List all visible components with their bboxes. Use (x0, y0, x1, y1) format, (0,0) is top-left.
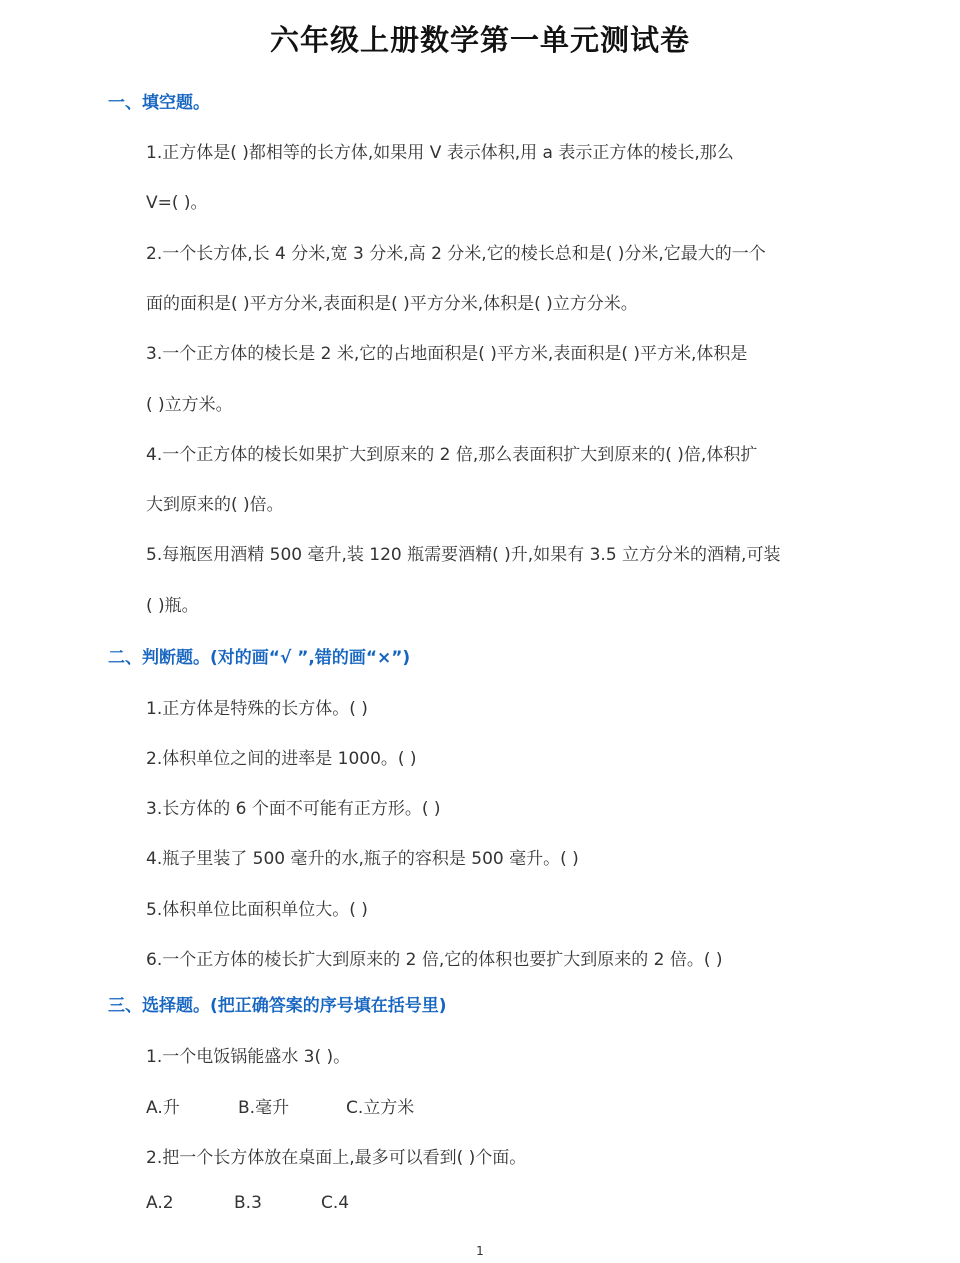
question-line: 1.正方体是特殊的长方体。( ) (146, 699, 368, 719)
question-line: 1.正方体是( )都相等的长方体,如果用 V 表示体积,用 a 表示正方体的棱长,那么 (146, 143, 734, 163)
question-line: 3.一个正方体的棱长是 2 米,它的占地面积是( )平方米,表面积是( )平方米,体积是 (146, 344, 748, 364)
page-title: 六年级上册数学第一单元测试卷 (269, 23, 690, 57)
option-a: A.2 (146, 1193, 174, 1213)
option-c: C.立方米 (346, 1098, 415, 1118)
section-heading-fill-blank: 一、填空题。 (108, 93, 210, 113)
question-line: 2.体积单位之间的进率是 1000。( ) (146, 749, 417, 769)
question-line: ( )瓶。 (146, 596, 199, 616)
question-line: 大到原来的( )倍。 (146, 495, 284, 515)
question-line: 5.每瓶医用酒精 500 毫升,装 120 瓶需要酒精( )升,如果有 3.5 立方分米的酒精,可装 (146, 545, 781, 565)
question-line: 4.瓶子里装了 500 毫升的水,瓶子的容积是 500 毫升。( ) (146, 849, 579, 869)
section-heading-multiple-choice: 三、选择题。(把正确答案的序号填在括号里) (108, 996, 447, 1016)
question-line: ( )立方米。 (146, 395, 233, 415)
question-line: 4.一个正方体的棱长如果扩大到原来的 2 倍,那么表面积扩大到原来的( )倍,体积扩 (146, 445, 758, 465)
option-b: B.毫升 (238, 1098, 290, 1118)
question-line: 面的面积是( )平方分米,表面积是( )平方分米,体积是( )立方分米。 (146, 294, 638, 314)
question-line: 6.一个正方体的棱长扩大到原来的 2 倍,它的体积也要扩大到原来的 2 倍。( ) (146, 950, 723, 970)
section-heading-true-false: 二、判断题。(对的画“√ ”,错的画“×”) (108, 648, 411, 668)
question-line: V=( )。 (146, 193, 208, 213)
question-line: 5.体积单位比面积单位大。( ) (146, 900, 368, 920)
option-c: C.4 (321, 1193, 350, 1213)
question-stem: 1.一个电饭锅能盛水 3( )。 (146, 1047, 351, 1067)
question-line: 2.一个长方体,长 4 分米,宽 3 分米,高 2 分米,它的棱长总和是( )分米,它最大的一个 (146, 244, 766, 264)
answer-options (146, 1193, 349, 1213)
question-stem: 2.把一个长方体放在桌面上,最多可以看到( )个面。 (146, 1148, 527, 1168)
option-b: B.3 (234, 1193, 262, 1213)
question-line: 3.长方体的 6 个面不可能有正方形。( ) (146, 799, 441, 819)
page-number: 1 (476, 1244, 484, 1258)
answer-options (146, 1093, 414, 1118)
option-a: A.升 (146, 1098, 180, 1118)
